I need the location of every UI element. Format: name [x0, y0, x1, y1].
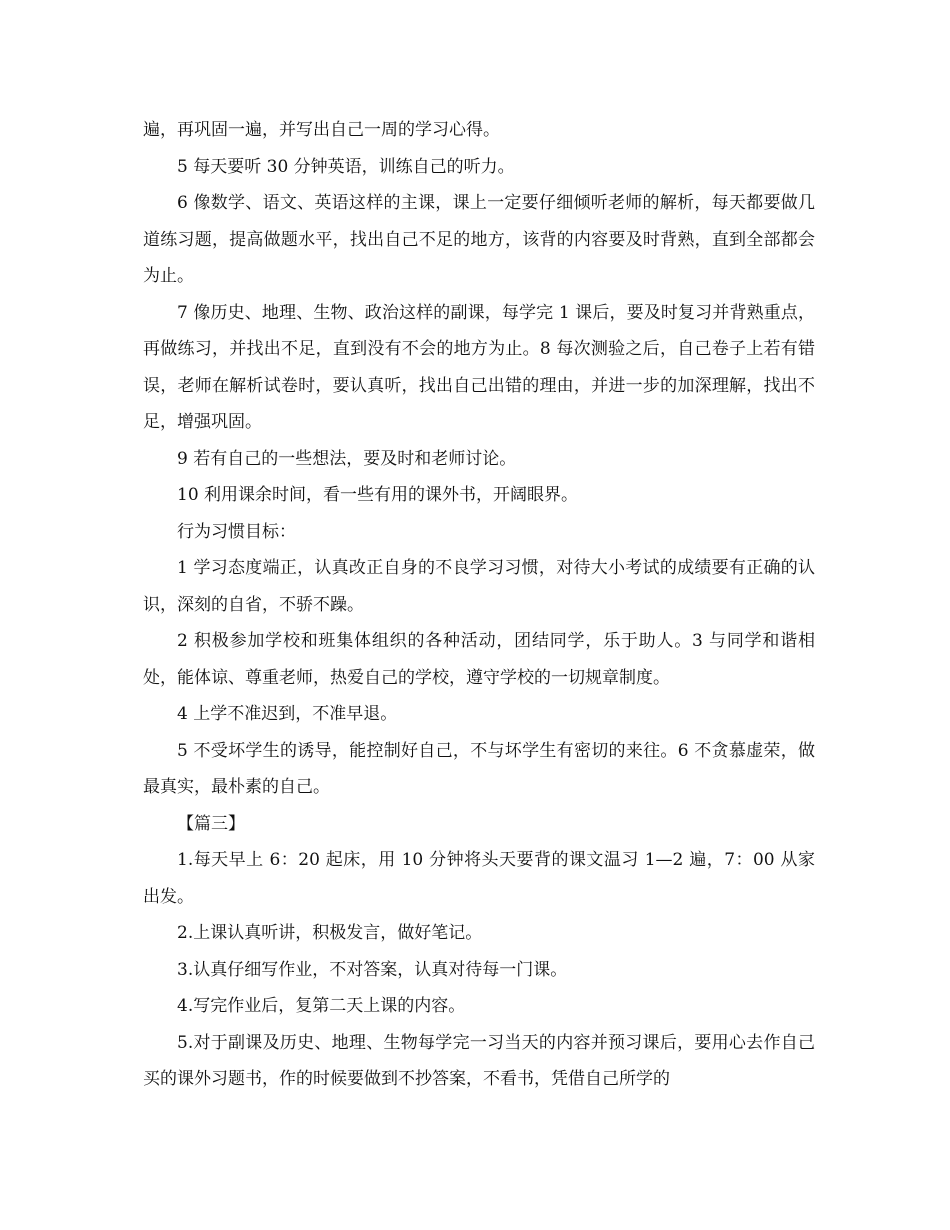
paragraph-behavior-2-3: 2 积极参加学校和班集体组织的各种活动，团结同学，乐于助人。3 与同学和谐相处，能体谅、尊重老师，热爱自己的学校，遵守学校的一切规章制度。: [143, 631, 815, 688]
paragraph-item-7-minor-subjects: 7 像历史、地理、生物、政治这样的副课，每学完 1 课后，要及时复习并背熟重点，再做练习，并找出不足，直到没有不会的地方为止。8 每次测验之后，自己卷子上若有错误，老师在解析试卷时，要认真听，找出自己出错的理由，并进一步的加深理解，找出不足，增强巩固。: [143, 302, 815, 432]
paragraph-plan-5: 5.对于副课及历史、地理、生物每学完一习当天的内容并预习课后，要用心去作自己买的课外习题书，作的时候要做到不抄答案，不看书，凭借自己所学的: [143, 1032, 815, 1089]
paragraph-behavior-1: 1 学习态度端正，认真改正自身的不良学习习惯，对待大小考试的成绩要有正确的认识，深刻的自省，不骄不躁。: [143, 558, 815, 615]
section-heading-part-three: 【篇三】: [177, 813, 245, 834]
paragraph-continuation: 遍，再巩固一遍，并写出自己一周的学习心得。: [143, 120, 500, 140]
paragraph-item-6-main-subjects: 6 像数学、语文、英语这样的主课，课上一定要仔细倾听老师的解析，每天都要做几道练习题，提高做题水平，找出自己不足的地方，该背的内容要及时背熟，直到全部都会为止。: [143, 193, 815, 286]
paragraph-plan-3: 3.认真仔细写作业，不对答案，认真对待每一门课。: [177, 959, 568, 980]
paragraph-behavior-4: 4 上学不准迟到，不准早退。: [177, 704, 398, 724]
section-heading-behavior-goals: 行为习惯目标：: [177, 521, 296, 542]
paragraph-plan-1: 1.每天早上 6：20 起床，用 10 分钟将头天要背的课文温习 1—2 遍，7：00 从家出发。: [143, 850, 815, 907]
paragraph-item-9-discuss: 9 若有自己的一些想法，要及时和老师讨论。: [177, 448, 517, 469]
paragraph-behavior-5-6: 5 不受坏学生的诱导，能控制好自己，不与坏学生有密切的来往。6 不贪慕虚荣，做最真实，最朴素的自己。: [143, 740, 815, 797]
paragraph-plan-2: 2.上课认真听讲，积极发言，做好笔记。: [177, 923, 483, 943]
paragraph-item-5-english: 5 每天要听 30 分钟英语，训练自己的听力。: [177, 156, 515, 177]
paragraph-item-10-reading: 10 利用课余时间，看一些有用的课外书，开阔眼界。: [177, 485, 579, 505]
paragraph-plan-4: 4.写完作业后，复第二天上课的内容。: [177, 996, 466, 1016]
document-body: [143, 112, 815, 1098]
